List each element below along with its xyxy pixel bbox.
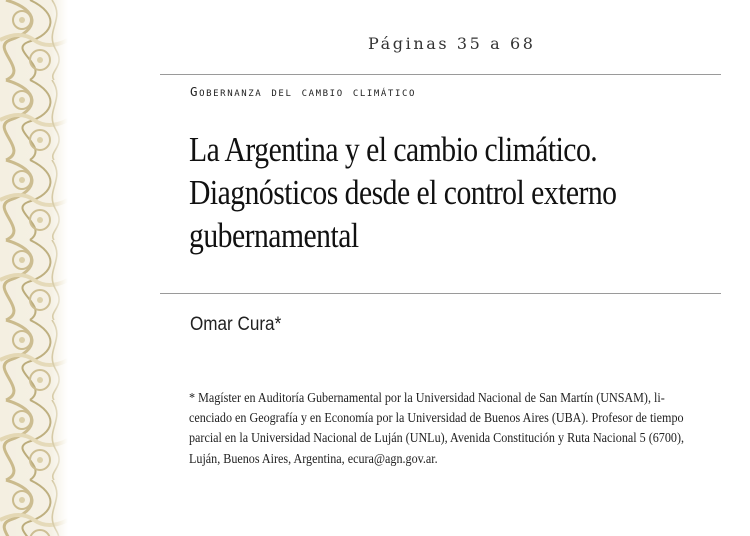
section-label: Gobernanza del cambio climático	[190, 84, 417, 99]
title-line-3: gubernamental	[189, 217, 359, 255]
footnote-line-3: parcial en la Universidad Nacional de Luján (UNLu), Avenida Constitución y Ruta Nacional 5 (6700),	[189, 430, 685, 446]
author-name: Omar Cura*	[190, 314, 282, 335]
title-line-1: La Argentina y el cambio climático.	[189, 131, 598, 169]
article-title	[189, 129, 636, 258]
title-line-2: Diagnósticos desde el control externo	[189, 174, 617, 212]
top-divider	[160, 74, 721, 75]
author-footnote	[189, 388, 719, 469]
footnote-line-1: * Magíster en Auditoría Gubernamental por la Universidad Nacional de San Martín (UNSAM), li-	[189, 390, 665, 405]
footnote-line-4: Luján, Buenos Aires, Argentina, ecura@agn.gov.ar.	[189, 450, 438, 466]
bottom-divider	[160, 293, 721, 294]
page-range: Páginas 35 a 68	[368, 34, 536, 53]
footnote-line-2: cenciado en Geografía y en Economía por la Universidad de Buenos Aires (UBA). Profesor de tiempo	[189, 410, 684, 426]
decorative-border-ornament	[0, 0, 68, 536]
